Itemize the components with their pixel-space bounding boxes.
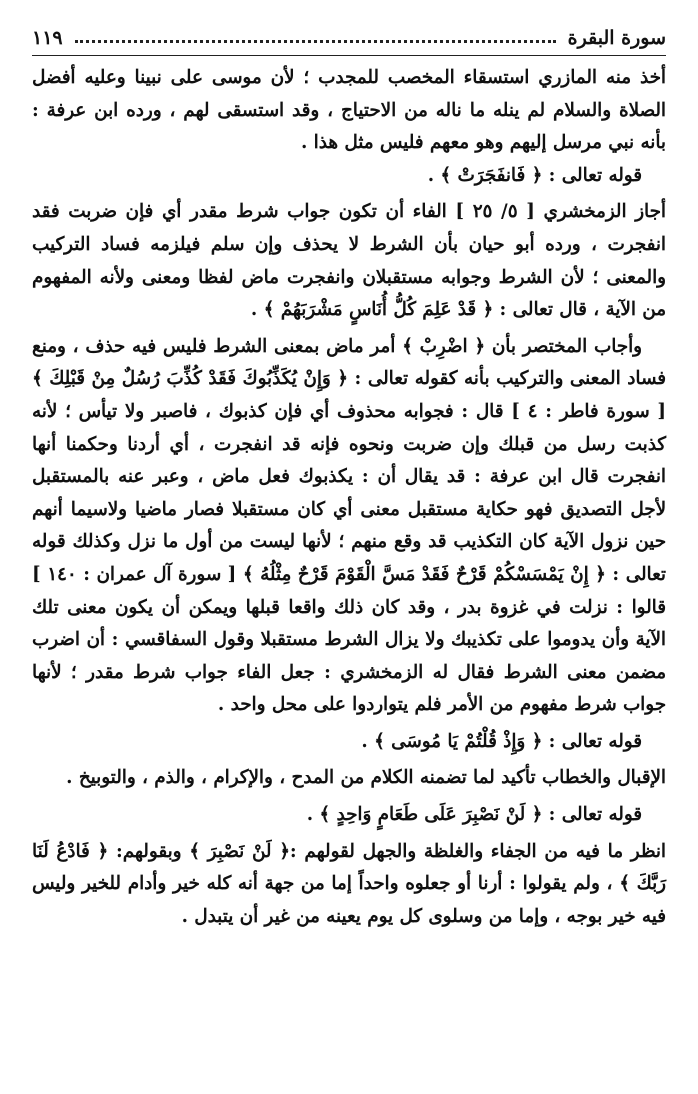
page-body xyxy=(32,62,666,933)
paragraph-mukhtasar: وأجاب المختصر بأن ﴿ اضْرِبْ ﴾ أمر ماض بمعنى الشرط فليس فيه حذف ، ومنع فساد المعنى والتركيب بأنه كقوله تعالى : ﴿ وَإِنْ يُكَذِّبُوكَ فَقَدْ كُذِّبَ رُسُلٌ مِنْ قَبْلِكَ ﴾ [ سورة فاطر : ٤ ] قال : فجوابه محذوف أي فإن كذبوك ، فاصبر ولا تيأس ؛ لأنه كذبت رسل من قبلك وإن ضربت ونحوه فإنه قد انفجرت ، أي أردنا وحكمنا أنها انفجرت قال ابن عرفة : قد يقال أن : يكذبوك فعل ماض ، وعبر عنه بالمستقبل لأجل التصديق فهو حكاية مستقبل معنى أي كان مستقبلا فصار ماضيا ولاسيما أنهم حين نزول الآية كان التكذيب قد وقع منهم ؛ لأنها ليست من أول ما نزل وكذلك قوله تعالى : ﴿ إِنْ يَمْسَسْكُمْ قَرْحٌ فَقَدْ مَسَّ الْقَوْمَ قَرْحٌ مِثْلُهُ ﴾ [ سورة آل عمران : ١٤٠ ] قالوا : نزلت في غزوة بدر ، وقد كان ذلك واقعا قبلها ويمكن أن يكون معنى تلك الآية وأن يدوموا على تكذيبك ولا يزال الشرط مستقبلا وقول السفاقسي : أن اضرب مضمن معنى الشرط فقال له الزمخشري : جعل الفاء جواب شرط مقدر ؛ لأنها جواب شرط مفهوم من الأمر فلم يتواردوا على محل واحد . xyxy=(32,335,666,716)
verse-heading-wa-idh-qultum: قوله تعالى : ﴿ وَإِذْ قُلْتُمْ يَا مُوسَى ﴾ . xyxy=(361,730,642,752)
running-header xyxy=(32,22,666,56)
page-number: ١١٩ xyxy=(32,27,63,49)
paragraph-iqbal: الإقبال والخطاب تأكيد لما تضمنه الكلام من المدح ، والإكرام ، والذم ، والتوبيخ . xyxy=(66,767,666,789)
verse-heading-fanfajarat: قوله تعالى : ﴿ فَانفَجَرَتْ ﴾ . xyxy=(427,164,642,186)
paragraph-zamakhshari: أجاز الزمخشري [ ٥/ ٢٥ ] الفاء أن تكون جواب شرط مقدر أي فإن ضربت فقد انفجرت ، ورده أبو حيان بأن الشرط لا يحذف وإن سلم فيلزمه فساد التركيب والمعنى ؛ لأن الشرط وجوابه مستقبلان وانفجرت ماض لفظا ومعنى ولأنه المفهوم من الآية ، قال تعالى : ﴿ قَدْ عَلِمَ كُلُّ أُنَاسٍ مَشْرَبَهُمْ ﴾ . xyxy=(32,201,666,321)
verse-heading-lan-nasbir: قوله تعالى : ﴿ لَنْ نَصْبِرَ عَلَى طَعَامٍ وَاحِدٍ ﴾ . xyxy=(306,804,642,826)
paragraph-unzur: انظر ما فيه من الجفاء والغلظة والجهل لقولهم :﴿ لَنْ نَصْبِرَ ﴾ وبقولهم: ﴿ فَادْعُ لَنَا رَبَّكَ ﴾ ، ولم يقولوا : أرنا أو جعلوه واحداً إما من جهة أنه كله خير وأدام للخير وليس فيه خير بوجه ، وإما من وسلوى كل يوم يعينه من غير أن يتبدل . xyxy=(32,840,666,927)
paragraph-mazari: أخذ منه المازري استسقاء المخصب للمجدب ؛ لأن موسى على نبينا وعليه أفضل الصلاة والسلام لم ينله ما ناله من الاحتياج ، وقد استسقى لهم ، ورده ابن عرفة : بأنه نبي مرسل إليهم وهو معهم فليس مثل هذا . xyxy=(32,67,666,154)
dotted-leader xyxy=(75,40,556,43)
surah-title: سورة البقرة xyxy=(567,27,666,49)
